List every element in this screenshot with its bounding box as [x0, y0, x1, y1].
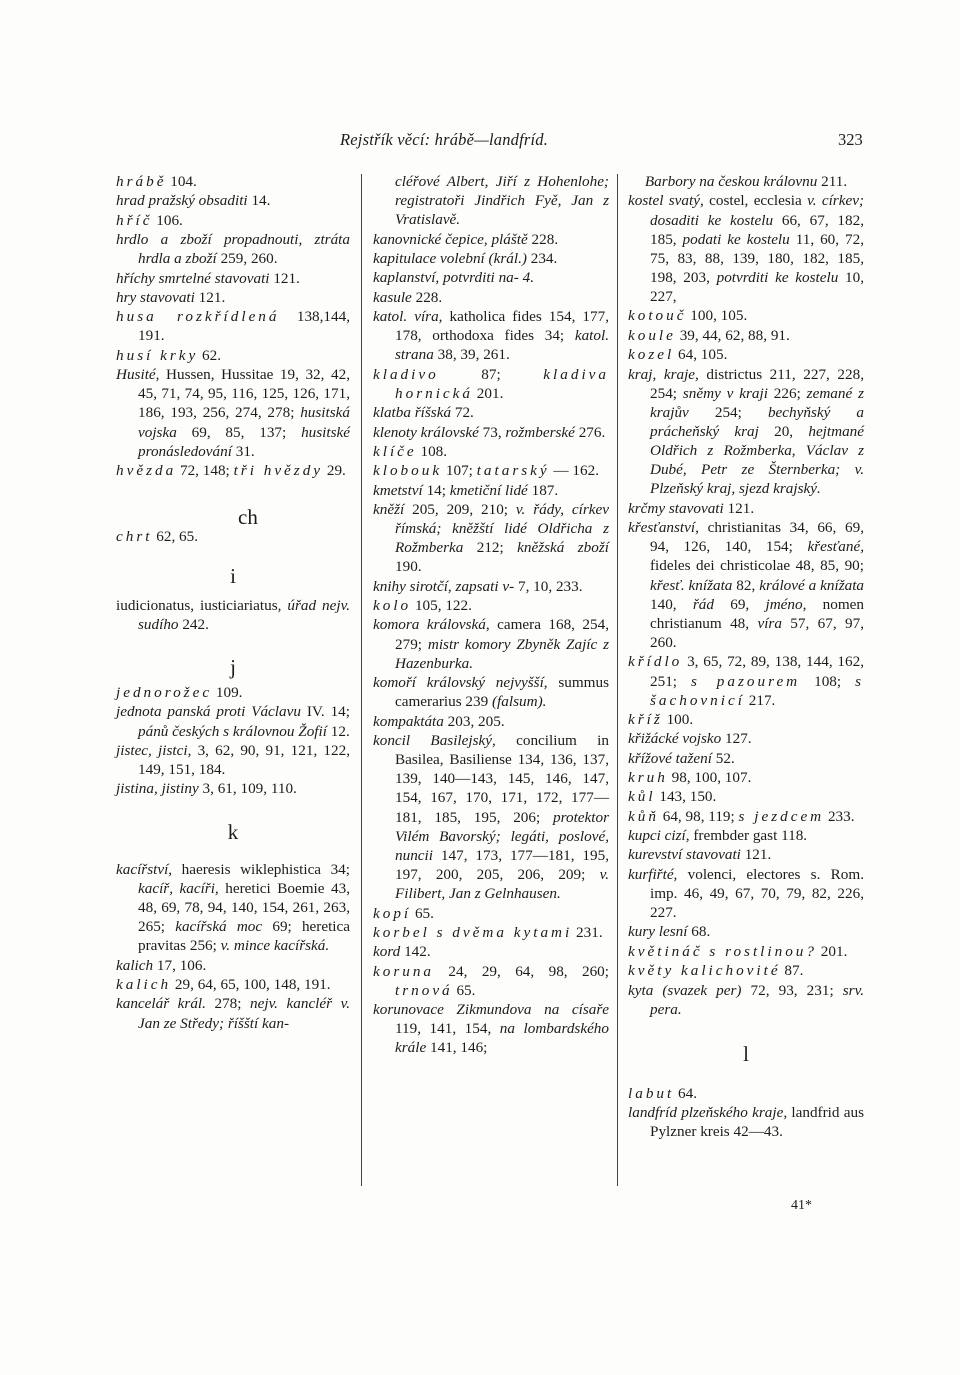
index-entry	[628, 1103, 864, 1141]
entry-text: frembder gast 118.	[689, 827, 808, 845]
section-letter: k	[227, 819, 239, 844]
entry-term: tatarský	[476, 462, 550, 480]
entry-text: 190.	[395, 558, 422, 576]
entry-term: kacířství,	[116, 860, 173, 878]
entry-text: 143, 150.	[655, 788, 717, 806]
entry-text: 234.	[526, 250, 558, 267]
entry-text: 141, 146;	[426, 1039, 488, 1057]
index-entry	[628, 365, 864, 499]
entry-text: 121.	[194, 288, 226, 306]
page-header	[0, 130, 960, 154]
index-entry	[628, 499, 864, 518]
entry-term: s pazourem	[690, 672, 801, 690]
entry-term: jistec, jistci,	[116, 741, 192, 759]
index-entry	[116, 779, 350, 798]
entry-text: 3, 61, 109, 110.	[198, 780, 297, 798]
entry-term: s jezdcem	[738, 807, 825, 825]
index-entry	[373, 731, 609, 903]
entry-text: 62, 65.	[152, 528, 199, 546]
entry-text: 142.	[400, 943, 431, 961]
entry-term: kurevství stavovati	[628, 846, 741, 864]
index-entry	[116, 994, 350, 1032]
entry-text: — 162.	[549, 462, 599, 480]
index-entry	[373, 942, 609, 961]
entry-term: křídlo	[628, 653, 683, 671]
entry-text: 3, 62, 90, 91, 121, 122, 149, 151, 184.	[138, 741, 350, 779]
entry-text: 107;	[442, 462, 477, 480]
entry-text: 31.	[231, 442, 255, 460]
index-entry	[628, 807, 864, 826]
entry-term: jednota panská proti Václavu	[116, 703, 301, 721]
index-entry	[628, 768, 864, 787]
index-entry	[116, 191, 350, 210]
page-number: 323	[838, 130, 863, 149]
entry-text: 12.	[326, 722, 350, 740]
entry-text: 72.	[451, 404, 474, 422]
index-entry	[373, 403, 609, 422]
entry-term: v. církev; dosaditi ke kostelu	[650, 192, 864, 229]
index-entry	[628, 981, 864, 1019]
entry-term: klenoty královské	[373, 423, 479, 441]
entry-text: 228.	[527, 230, 559, 248]
entry-text: 108.	[416, 442, 448, 460]
entry-term: v. řády, církev římská; kněžští lidé Oldřicha z Rožmberka	[395, 500, 609, 557]
entry-term: křižácké vojsko	[628, 730, 722, 748]
entry-term: katol. strana	[395, 327, 609, 364]
entry-term: kacíř, kacíři,	[138, 879, 219, 897]
entry-text: 138,144, 191.	[138, 308, 350, 345]
entry-text: 17, 106.	[153, 956, 207, 974]
entry-term: kapitulace volební (král.)	[373, 250, 527, 267]
entry-text: 217.	[744, 691, 776, 709]
index-entry	[373, 577, 609, 596]
entry-term: kurfiřté,	[628, 865, 678, 883]
entry-text: 121.	[269, 269, 300, 287]
entry-term: kněží	[373, 500, 405, 518]
entry-text: 233.	[824, 807, 855, 825]
entry-term: pánů českých s královnou Žofií	[138, 722, 327, 740]
entry-term: křížové tažení	[628, 749, 712, 767]
entry-term: sněmy v kraji	[682, 384, 768, 402]
entry-text: 254;	[688, 403, 768, 421]
index-entry	[628, 1084, 864, 1103]
entry-term: jméno,	[765, 595, 807, 613]
entry-term: křesťané,	[807, 538, 864, 556]
index-entry	[628, 729, 864, 748]
entry-term: kůl	[628, 788, 656, 806]
entry-term: kalich	[116, 956, 154, 974]
index-entry	[116, 269, 350, 288]
entry-text: 14;	[422, 481, 450, 499]
index-entry	[373, 365, 609, 403]
index-entry	[116, 956, 350, 975]
entry-term: na lombardského krále	[395, 1020, 609, 1057]
entry-term: kord	[373, 943, 401, 961]
section-letter: ch	[238, 505, 258, 530]
entry-text: 73,	[478, 423, 506, 441]
index-entry	[373, 249, 609, 268]
entry-text: 68.	[687, 923, 711, 941]
index-entry	[628, 961, 864, 980]
index-entry	[628, 826, 864, 845]
entry-text: 7, 10, 233.	[514, 577, 583, 595]
entry-text: 205, 209, 210;	[404, 500, 516, 518]
entry-term: srv. pera.	[650, 981, 864, 1018]
entry-term: Barbory na českou královnu	[644, 173, 818, 190]
entry-term: (falsum).	[492, 693, 547, 711]
entry-term: korbel s dvěma kytami	[373, 923, 573, 941]
entry-term: kněžská zboží	[517, 539, 609, 557]
entry-text: 121.	[723, 499, 755, 517]
entry-term: kmetství	[373, 481, 423, 499]
entry-term: hry stavovati	[116, 288, 195, 306]
entry-term: kotouč	[628, 307, 687, 325]
entry-text: 39, 44, 62, 88, 91.	[675, 326, 790, 344]
entry-text: 100.	[662, 711, 694, 729]
entry-text: summus camerarius 239	[395, 674, 609, 711]
entry-term: mistr komory Zbyněk Zajíc z Hazenburka.	[395, 635, 609, 672]
entry-term: kopí	[373, 904, 412, 922]
index-entry	[373, 500, 609, 577]
entry-text: katholica fides 154, 177, 178, orthodoxa fides 34;	[395, 308, 610, 345]
entry-text: 259, 260.	[216, 250, 278, 268]
index-entry	[373, 461, 609, 480]
entry-term: krčmy stavovati	[628, 499, 724, 517]
entry-term: kalich	[116, 976, 172, 994]
entry-text: fideles dei christicolae 48, 85, 90;	[650, 557, 864, 575]
entry-text: 201.	[473, 384, 504, 402]
entry-text: 105, 122.	[411, 597, 472, 615]
entry-term: květy kalichovité	[628, 962, 781, 980]
index-entry	[373, 288, 609, 307]
index-entry	[373, 904, 609, 923]
entry-term: koncil Basilejský,	[373, 731, 496, 749]
entry-term: hrdlo a zboží propadnouti, ztráta hrdla a zboží	[116, 231, 350, 268]
index-entry	[373, 172, 609, 229]
entry-text: 119, 141, 154,	[395, 1020, 500, 1038]
index-entry	[628, 787, 864, 806]
index-entry	[116, 365, 350, 461]
entry-text: 201.	[816, 942, 848, 960]
entry-text: districtus 211, 227, 228, 254;	[650, 365, 864, 402]
entry-text: 231.	[572, 923, 603, 941]
entry-text: 62.	[198, 346, 222, 364]
entry-text: 65.	[452, 981, 476, 999]
entry-term: koule	[628, 326, 676, 344]
entry-text: nomen christianum 48,	[650, 595, 864, 632]
entry-term: hříč	[116, 211, 153, 229]
index-entry	[116, 683, 350, 702]
entry-text: costel, ecclesia	[703, 192, 808, 210]
index-entry	[116, 230, 350, 268]
entry-term: kruh	[628, 769, 668, 787]
entry-text: 140,	[650, 595, 693, 613]
index-entry	[373, 423, 609, 442]
entry-term: s šachovnicí	[650, 672, 864, 709]
index-entry	[116, 975, 350, 994]
entry-text: 66, 67, 182, 185,	[650, 211, 864, 248]
entry-text: 147, 173, 177—181, 195, 197, 200, 205, 206, 209;	[395, 846, 609, 883]
index-entry	[373, 615, 609, 672]
entry-text: 187.	[527, 481, 559, 499]
entry-term: kozel	[628, 346, 675, 364]
entry-term: kladivo	[373, 365, 439, 383]
entry-term: králové a knížata	[759, 576, 865, 594]
entry-term: křesť. knížata	[650, 576, 733, 594]
entry-text: 72, 93, 231;	[741, 981, 843, 999]
index-column-2	[373, 172, 609, 1058]
index-entry	[628, 345, 864, 364]
entry-text: 104.	[166, 173, 197, 190]
entry-term: tři hvězdy	[233, 462, 324, 480]
entry-text: volenci, electores s. Rom. imp. 46, 49, 67, 70, 79, 82, 226, 227.	[650, 865, 864, 922]
index-entry	[373, 307, 609, 364]
index-entry	[628, 865, 864, 922]
index-entry	[628, 710, 864, 729]
entry-term: jistina, jistiny	[116, 780, 199, 798]
entry-term: víra	[757, 614, 782, 632]
entry-term: kaplanství, potvrditi na- 4.	[373, 269, 534, 287]
index-entry	[373, 596, 609, 615]
entry-text: iudicionatus, iusticiariatus,	[116, 596, 288, 614]
entry-text: 228.	[411, 288, 443, 306]
entry-term: chrt	[116, 528, 153, 546]
entry-text: 109.	[212, 684, 243, 702]
index-entry	[373, 268, 609, 287]
entry-text: 65.	[411, 904, 434, 922]
index-entry	[116, 527, 350, 546]
entry-term: hrábě	[116, 173, 167, 190]
entry-text: 29, 64, 65, 100, 148, 191.	[171, 976, 331, 994]
section-letter: l	[743, 1041, 749, 1066]
entry-term: kříž	[628, 711, 663, 729]
entry-term: kyta (svazek per)	[628, 981, 742, 999]
index-entry	[373, 442, 609, 461]
entry-text: landfrid aus Pylzner kreis 42—43.	[650, 1104, 864, 1141]
entry-term: cléřové Albert, Jiří z Hohenlohe; registratoři Jindřich Fyě, Jan z Vratislavě.	[395, 173, 609, 229]
index-entry	[628, 845, 864, 864]
entry-term: kmetiční lidé	[449, 481, 528, 499]
index-entry	[116, 596, 350, 634]
index-column-3	[628, 172, 864, 1142]
entry-text: 212;	[463, 539, 518, 557]
entry-term: komoří královský nejvyšší,	[373, 674, 548, 692]
entry-term: husitské pronásledování	[138, 423, 350, 460]
entry-text: 100, 105.	[686, 307, 748, 325]
entry-text: 72, 148;	[176, 462, 234, 480]
entry-term: kasule	[373, 288, 412, 306]
index-entry	[628, 326, 864, 345]
entry-term: husitská vojska	[138, 404, 350, 441]
entry-term: kolo	[373, 597, 412, 615]
entry-term: hrad pražský obsaditi	[116, 192, 248, 210]
entry-term: labut	[628, 1084, 675, 1102]
entry-term: hejtmané Oldřich z Rožmberka, Václav z Dubé, Petr ze Šternberka; v. Plzeňský kraj, sjezd krajský.	[650, 422, 865, 498]
entry-term: květináč s rostlinou?	[628, 942, 817, 960]
entry-term: kůň	[628, 807, 659, 825]
entry-term: rožmberské	[505, 423, 575, 441]
index-entry	[116, 288, 350, 307]
entry-term: trnová	[395, 981, 453, 999]
entry-text: 24, 29, 64, 98, 260;	[434, 962, 609, 980]
entry-text: 29.	[323, 462, 346, 480]
entry-term: řád	[692, 595, 714, 613]
entry-text: 278;	[205, 995, 251, 1013]
entry-text: 69, 85, 137;	[176, 423, 302, 441]
entry-term: kladiva hornická	[395, 365, 609, 402]
entry-term: kury lesní	[628, 923, 688, 941]
index-entry	[628, 749, 864, 768]
entry-term: v. Filibert, Jan z Gelnhausen.	[395, 866, 609, 903]
entry-term: bechyňský a prácheňský kraj	[650, 403, 864, 440]
entry-text: 82,	[732, 576, 760, 594]
entry-term: hříchy smrtelné stavovati	[116, 269, 270, 287]
index-entry	[373, 673, 609, 711]
entry-text: camera 168, 254, 279;	[395, 616, 609, 653]
entry-term: v. mince kacířská.	[220, 937, 330, 955]
entry-text: 14.	[247, 192, 271, 210]
entry-text: heretici Boemie 43, 48, 69, 78, 94, 140, 154, 261, 263, 265;	[138, 879, 350, 936]
entry-text: 87.	[780, 962, 804, 980]
index-entry	[116, 211, 350, 230]
entry-text: 64.	[674, 1084, 698, 1102]
entry-term: kupci cizí,	[628, 827, 690, 845]
section-letter: i	[230, 563, 236, 588]
index-entry	[628, 172, 864, 191]
entry-term: klíče	[373, 442, 417, 460]
entry-term: koruna	[373, 962, 435, 980]
index-entry	[116, 172, 350, 191]
entry-term: kraj, kraje,	[628, 365, 699, 383]
entry-text: haeresis wiklephistica 34;	[172, 860, 350, 878]
entry-text: 3, 65, 72, 89, 138, 144, 162, 251;	[650, 653, 864, 690]
index-entry	[116, 346, 350, 365]
entry-text: 87;	[438, 365, 544, 383]
index-entry	[116, 307, 350, 345]
entry-term: klatba říšská	[373, 404, 452, 422]
index-entry	[373, 712, 609, 731]
entry-term: kanovnické čepice, pláště	[373, 230, 528, 248]
entry-term: nejv. kancléř v. Jan ze Středy; říšští kan-	[138, 995, 350, 1032]
column-rule-2	[617, 174, 618, 1186]
entry-text: 127.	[721, 730, 752, 748]
entry-text: 57, 67, 97, 260.	[650, 614, 865, 652]
entry-term: landfríd plzeňského kraje,	[628, 1104, 788, 1122]
entry-term: jednorožec	[116, 684, 213, 702]
index-entry	[628, 652, 864, 709]
entry-term: korunovace Zikmundova na císaře	[373, 1001, 609, 1019]
entry-text: concilium in Basilea, Basiliense 134, 136, 137, 139, 140—143, 145, 146, 147, 154, 167, 170, 171, 172, 177—181, 185, 195, 206;	[395, 731, 609, 826]
entry-text: Hussen, Hussitae 19, 32, 42, 45, 71, 74, 95, 116, 125, 126, 171, 186, 193, 256, 274, 278;	[138, 366, 350, 422]
entry-term: kostel svatý,	[628, 192, 704, 210]
section-letter: j	[230, 654, 236, 679]
index-column-1	[116, 172, 350, 1033]
entry-term: potvrditi ke kostelu	[716, 268, 839, 286]
index-entry	[373, 481, 609, 500]
entry-term: komora královská,	[373, 616, 490, 634]
entry-text: 276.	[574, 423, 606, 441]
entry-text: 10, 227,	[650, 268, 865, 306]
entry-text: 121.	[740, 846, 772, 864]
entry-term: úřad nejv. sudího	[138, 596, 350, 633]
index-entry	[373, 923, 609, 942]
index-entry	[116, 461, 350, 480]
entry-text: 52.	[711, 749, 735, 767]
entry-term: hvězda	[116, 462, 177, 480]
entry-term: podati ke kostelu	[682, 230, 790, 248]
column-rule-1	[361, 174, 362, 1186]
index-entry	[116, 741, 350, 779]
entry-term: kompaktáta	[373, 712, 444, 730]
index-entry	[373, 230, 609, 249]
entry-text: 69,	[713, 595, 766, 613]
entry-term: katol. víra,	[373, 308, 443, 326]
index-entry	[373, 962, 609, 1000]
entry-text: christianitas 34, 66, 69, 94, 126, 140, 154;	[650, 519, 864, 556]
entry-term: kacířská moc	[175, 918, 263, 936]
index-entry	[116, 702, 350, 740]
entry-text: 242.	[178, 615, 209, 633]
entry-term: kancelář král.	[116, 995, 206, 1013]
entry-text: 106.	[152, 211, 183, 229]
entry-text: 69; heretica pravitas 256;	[138, 918, 350, 955]
index-entry	[116, 860, 350, 956]
entry-term: knihy sirotčí, zapsati v-	[373, 577, 515, 595]
index-entry	[628, 306, 864, 325]
entry-term: klobouk	[373, 462, 443, 480]
running-title: Rejstřík věcí: hrábě—landfríd.	[340, 130, 549, 149]
index-entry	[628, 191, 864, 306]
entry-term: husí krky	[116, 346, 199, 364]
index-entry	[628, 518, 864, 652]
entry-text: 203, 205.	[443, 712, 505, 730]
entry-text: 64, 105.	[674, 346, 728, 364]
index-entry	[628, 942, 864, 961]
entry-text: 11, 60, 72, 75, 83, 88, 139, 180, 182, 185, 198, 203,	[650, 230, 864, 286]
entry-term: křesťanství,	[628, 519, 699, 537]
entry-term: zemané z krajův	[650, 384, 864, 421]
printer-signature: 41*	[791, 1198, 812, 1213]
entry-text: 211.	[817, 173, 848, 190]
entry-text: 226;	[767, 384, 807, 402]
index-entry	[628, 922, 864, 941]
entry-text: 108;	[800, 672, 856, 690]
entry-text: IV. 14;	[300, 703, 350, 721]
entry-text: 20,	[758, 422, 809, 440]
entry-term: Husité,	[116, 366, 160, 384]
index-entry	[373, 1000, 609, 1057]
entry-text: 64, 98, 119;	[658, 807, 739, 825]
entry-term: protektor Vilém Bavorský; legáti, poslové, nuncii	[395, 808, 609, 864]
entry-text: 38, 39, 261.	[433, 346, 510, 364]
entry-text: 98, 100, 107.	[667, 769, 752, 787]
entry-term: husa rozkřídlená	[116, 308, 280, 326]
